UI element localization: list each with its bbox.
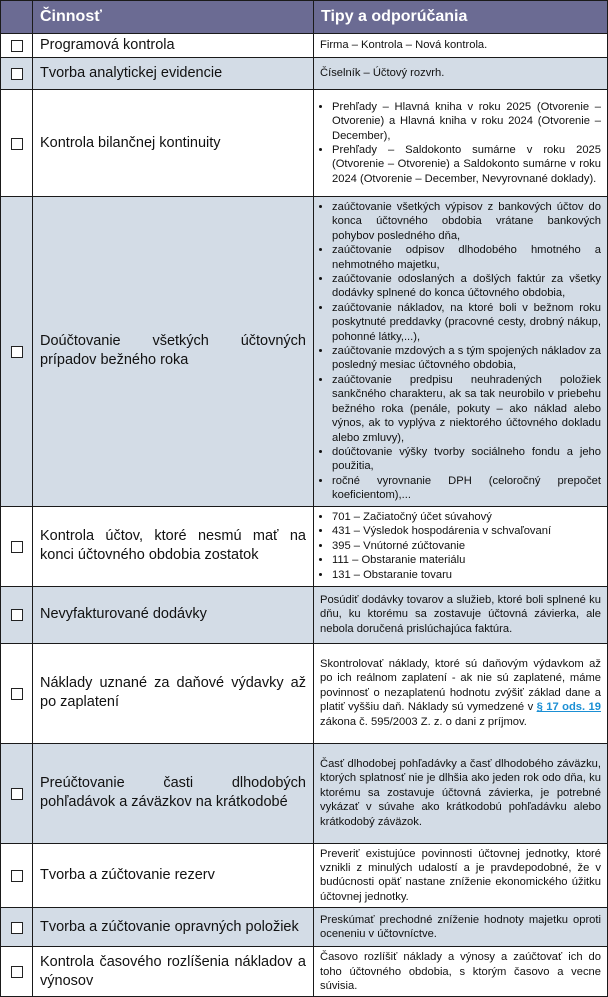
tip-bullet: • 131 – Obstaranie tovaru: [332, 568, 601, 582]
tip-bullet: • zaúčtovanie odpisov dlhodobého hmotného a nehmotného majetku,: [332, 243, 601, 272]
table-row: [1, 34, 608, 58]
tip-bullet: • Prehľady – Saldokonto sumárne v roku 2025 (Otvorenie – Otvorenie) a Saldokonto sumárne v roku 2024 (Otvorenie – December, Nevyrovnané doklady).: [332, 143, 601, 186]
header-row: [1, 1, 608, 34]
law-link[interactable]: § 17 ods. 19: [536, 701, 601, 714]
tip-cell: Číselník – Účtový rozvrh.: [314, 58, 608, 90]
tip-text: zákona č. 595/2003 Z. z. o dani z príjmov.: [320, 715, 527, 728]
tip-bullet: • doúčtovanie výšky tvorby sociálneho fondu a jeho použitia,: [332, 445, 601, 474]
tip-list: [320, 100, 601, 186]
checkbox[interactable]: [11, 138, 23, 150]
activity-cell: Kontrola účtov, ktoré nesmú mať na konci účtovného obdobia zostatok: [33, 506, 314, 586]
tip-cell: Preveriť existujúce povinnosti účtovnej jednotky, ktoré vznikli z minulých udalostí a je pravdepodobné, že v budúcnosti opäť nastane zníženie ekonomického úžitku účtovnej jednotky.: [314, 843, 608, 908]
tip-bullet: • 431 – Výsledok hospodárenia v schvaľovaní: [332, 524, 601, 538]
checkbox[interactable]: [11, 922, 23, 934]
tip-bullet: • zaúčtovanie mzdových a s tým spojených nákladov za posledný mesiac účtovného obdobia,: [332, 344, 601, 373]
table-row: [1, 506, 608, 586]
activity-cell: Tvorba a zúčtovanie opravných položiek: [33, 908, 314, 947]
checkbox[interactable]: [11, 609, 23, 621]
tip-bullet: • Prehľady – Hlavná kniha v roku 2025 (Otvorenie – Otvorenie) a Hlavná kniha v roku 2024 (Otvorenie – December),: [332, 100, 601, 143]
table-row: [1, 743, 608, 843]
activity-cell: Kontrola bilančnej kontinuity: [33, 90, 314, 197]
header-tips: Tipy a odporúčania: [314, 1, 608, 34]
tip-list: [320, 200, 601, 503]
activity-cell: Tvorba analytickej evidencie: [33, 58, 314, 90]
header-checkbox-cell: [1, 1, 33, 34]
checkbox[interactable]: [11, 541, 23, 553]
tip-cell: [314, 506, 608, 586]
checkbox[interactable]: [11, 40, 23, 52]
checkbox[interactable]: [11, 870, 23, 882]
tip-bullet: • zaúčtovanie odoslaných a došlých faktúr za všetky dodávky splnené do konca účtovného obdobia,: [332, 272, 601, 301]
table-row: [1, 197, 608, 507]
tip-text: Skontrolovať náklady, ktoré sú daňovým výdavkom až po ich reálnom zaplatení - ak nie sú zaplatené, máme povinnosť o nezaplatenú hodnotu zvýšiť základ dane a platiť vyššiu daň. Náklady sú vymedzené v: [320, 658, 601, 714]
tip-cell: Časovo rozlíšiť náklady a výnosy a zaúčtovať ich do toho účtovného obdobia, s ktorým časovo a vecne súvisia.: [314, 947, 608, 997]
tip-cell: [314, 197, 608, 507]
checkbox[interactable]: [11, 688, 23, 700]
activity-cell: Doúčtovanie všetkých účtovných prípadov bežného roka: [33, 197, 314, 507]
tip-cell: Preskúmať prechodné zníženie hodnoty majetku oproti oceneniu v účtovníctve.: [314, 908, 608, 947]
tip-bullet: • zaúčtovanie nákladov, na ktoré boli v bežnom roku poskytnuté preddavky (pracovné cesty, drobný nákup, pohonné látky,...),: [332, 301, 601, 344]
table-row: [1, 90, 608, 197]
tip-cell: [314, 90, 608, 197]
tip-bullet: • ročné vyrovnanie DPH (celoročný prepočet koeficientom),...: [332, 474, 601, 503]
table-row: [1, 947, 608, 997]
activity-cell: Programová kontrola: [33, 34, 314, 58]
activity-cell: Náklady uznané za daňové výdavky až po zaplatení: [33, 643, 314, 743]
tip-cell: [314, 643, 608, 743]
tip-bullet: • zaúčtovanie všetkých výpisov z bankových účtov do konca účtovného obdobia vrátane bankových pohybov posledného dňa,: [332, 200, 601, 243]
checkbox[interactable]: [11, 788, 23, 800]
tip-bullet: • zaúčtovanie predpisu neuhradených položiek sankčného charakteru, ak sa tak neurobilo v priebehu bežného roka (penále, pokuty – ako náklad alebo výnos, ak to vyplýva z niektorého účtovného dokladu alebo zmluvy),: [332, 373, 601, 445]
tip-list: [320, 510, 601, 582]
table-row: [1, 586, 608, 643]
table-row: [1, 58, 608, 90]
table-row: [1, 843, 608, 908]
table-row: [1, 643, 608, 743]
tip-cell: Časť dlhodobej pohľadávky a časť dlhodobého záväzku, ktorých splatnosť nie je dlhšia ako jeden rok odo dňa, ku ktorému sa zostavuje účtovná závierka, je potrebné vykázať v súvahe ako krátkodobú pohľadávku alebo krátkodobý záväzok.: [314, 743, 608, 843]
tip-bullet: • 701 – Začiatočný účet súvahový: [332, 510, 601, 524]
tip-bullet: • 395 – Vnútorné zúčtovanie: [332, 539, 601, 553]
table-row: [1, 908, 608, 947]
header-activity: Činnosť: [33, 1, 314, 34]
tip-cell: Posúdiť dodávky tovarov a služieb, ktoré boli splnené ku dňu, ku ktorému sa zostavuje účtovná závierka, ale nebola doručená prislúchajúca faktúra.: [314, 586, 608, 643]
tip-bullet: • 111 – Obstaranie materiálu: [332, 553, 601, 567]
activity-cell: Kontrola časového rozlíšenia nákladov a výnosov: [33, 947, 314, 997]
activity-cell: Tvorba a zúčtovanie rezerv: [33, 843, 314, 908]
checkbox[interactable]: [11, 68, 23, 80]
checkbox[interactable]: [11, 346, 23, 358]
tip-cell: Firma – Kontrola – Nová kontrola.: [314, 34, 608, 58]
activity-cell: Nevyfakturované dodávky: [33, 586, 314, 643]
checkbox[interactable]: [11, 966, 23, 978]
activity-cell: Preúčtovanie časti dlhodobých pohľadávok a záväzkov na krátkodobé: [33, 743, 314, 843]
